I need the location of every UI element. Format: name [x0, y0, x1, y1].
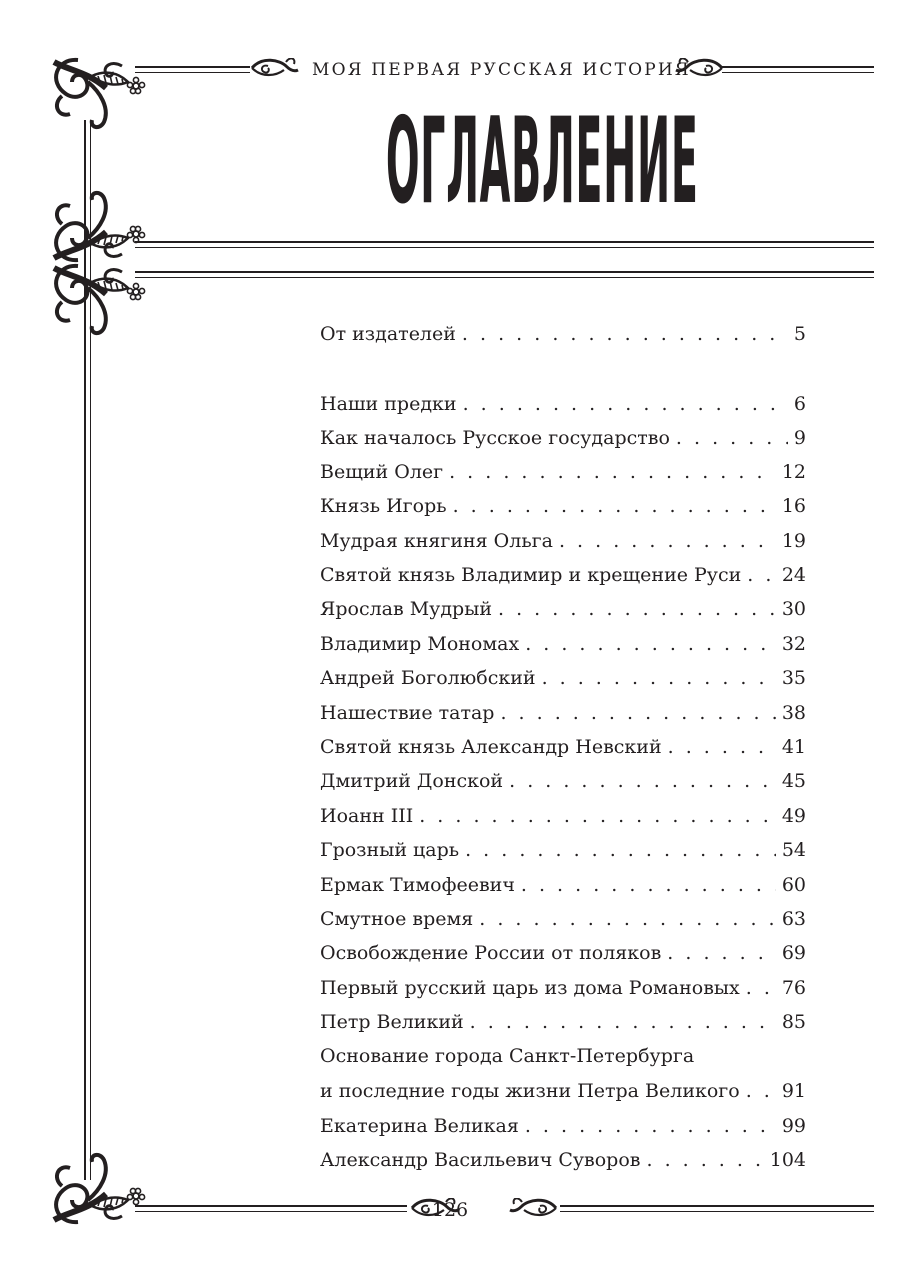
toc-entry	[320, 1004, 806, 1036]
toc-entry-page: 54	[781, 839, 806, 861]
toc-leader-dots	[676, 424, 788, 452]
toc-leader-dots	[498, 595, 776, 623]
toc-entry-page: 76	[781, 977, 806, 999]
toc-leader-dots	[419, 802, 776, 830]
frame-top-rule-right-upper	[722, 66, 874, 68]
toc-entry-page: 49	[781, 805, 806, 827]
toc-leader-dots	[463, 390, 788, 418]
toc-entry-page: 32	[781, 633, 806, 655]
toc-entry-page: 45	[781, 770, 806, 792]
toc-entry	[320, 557, 806, 589]
toc-leader-dots	[470, 1008, 776, 1036]
toc-leader-dots	[449, 458, 776, 486]
toc-entry-title: Иоанн III	[320, 805, 414, 827]
toc-entry-title: Смутное время	[320, 908, 474, 930]
toc-entry	[320, 798, 806, 830]
toc-entry-title: Дмитрий Донской	[320, 770, 504, 792]
corner-ornament-mid-lower-icon	[48, 258, 148, 338]
page-title	[290, 94, 699, 232]
toc-entry-title: Андрей Боголюбский	[320, 667, 536, 689]
toc-leader-dots	[525, 630, 776, 658]
toc-leader-dots	[453, 492, 776, 520]
toc-leader-dots	[525, 1112, 776, 1140]
toc-entry-page: 35	[781, 667, 806, 689]
toc-leader-dots	[746, 974, 776, 1002]
toc-entry	[320, 729, 806, 761]
toc-entry	[320, 454, 806, 486]
toc-entry	[320, 935, 806, 967]
running-header: МОЯ ПЕРВАЯ РУССКАЯ ИСТОРИЯ	[312, 60, 691, 80]
toc-entry-title: Петр Великий	[320, 1011, 464, 1033]
header-flourish-left-icon	[250, 58, 300, 78]
toc-entry-page: 16	[781, 495, 806, 517]
toc-entry-spb-line2	[320, 1073, 806, 1105]
toc-entry-title: и последние годы жизни Петра Великого	[320, 1080, 740, 1102]
toc-leader-dots	[542, 664, 776, 692]
corner-ornament-top-left-icon	[48, 52, 148, 132]
toc-entry-title: Грозный царь	[320, 839, 460, 861]
toc-leader-dots	[500, 699, 775, 727]
toc-entry-title: Как началось Русское государство	[320, 427, 670, 449]
toc-entry-page: 6	[793, 393, 806, 415]
toc-entry	[320, 970, 806, 1002]
toc-entry-spb-line1: Основание города Санкт-Петербурга	[320, 1045, 695, 1067]
toc-leader-dots	[746, 1077, 776, 1105]
corner-ornament-mid-upper-icon	[48, 188, 148, 268]
toc-entry-title: Екатерина Великая	[320, 1115, 519, 1137]
toc-leader-dots	[509, 767, 776, 795]
toc-entry-page: 60	[781, 874, 806, 896]
page-title-text: ОГЛАВЛЕНИЕ	[385, 94, 699, 232]
toc-entry	[320, 386, 806, 418]
toc-entry	[320, 1108, 806, 1140]
toc-entry-page: 30	[781, 598, 806, 620]
toc-entry-title: Святой князь Владимир и крещение Руси	[320, 564, 742, 586]
toc-entry-page: 85	[781, 1011, 806, 1033]
toc-entry-page: 91	[781, 1080, 806, 1102]
toc-leader-dots	[462, 320, 788, 348]
toc-entry-title: Освобождение России от поляков	[320, 942, 662, 964]
page-number: 126	[431, 1199, 469, 1221]
toc-entry-title: Александр Васильевич Суворов	[320, 1149, 641, 1171]
toc-leader-dots	[646, 1146, 763, 1174]
toc-entry-page: 104	[769, 1149, 806, 1171]
frame-bottom-rule-left-a	[135, 1205, 407, 1207]
toc-entry	[320, 867, 806, 899]
toc-entry	[320, 1142, 806, 1174]
toc-entry-page: 9	[793, 427, 806, 449]
toc-entry	[320, 523, 806, 555]
toc-entry-title: От издателей	[320, 323, 456, 345]
toc-leader-dots	[465, 836, 776, 864]
corner-ornament-bottom-left-icon	[48, 1150, 148, 1230]
toc-entry-title: Вещий Олег	[320, 461, 444, 483]
toc-entry-page: 19	[781, 530, 806, 552]
toc-entry-title: Князь Игорь	[320, 495, 447, 517]
toc-entry	[320, 763, 806, 795]
toc-entry	[320, 695, 806, 727]
toc-leader-dots	[668, 733, 776, 761]
toc-leader-dots	[479, 905, 776, 933]
frame-top-rule-lower	[135, 72, 250, 73]
toc-entry-page: 38	[781, 702, 806, 724]
toc-entry	[320, 660, 806, 692]
toc-entry-page: 24	[781, 564, 806, 586]
frame-bottom-rule-left-b	[135, 1211, 407, 1212]
toc-entry-title: Ярослав Мудрый	[320, 598, 493, 620]
toc-entry-title: Святой князь Александр Невский	[320, 736, 662, 758]
toc-entry	[320, 626, 806, 658]
toc-entry-page: 63	[781, 908, 806, 930]
frame-top-rule-upper	[135, 66, 250, 68]
frame-top-rule-right-lower	[722, 72, 874, 73]
toc-leader-dots	[747, 561, 776, 589]
toc-entry	[320, 901, 806, 933]
toc-entry-intro	[320, 316, 806, 348]
toc-entry-title: Нашествие татар	[320, 702, 495, 724]
toc-entry-page: 41	[781, 736, 806, 758]
toc-entry	[320, 420, 806, 452]
toc-entry-page: 69	[781, 942, 806, 964]
frame-bottom-rule-right-b	[560, 1211, 874, 1212]
toc-entry	[320, 488, 806, 520]
toc-entry-page: 99	[781, 1115, 806, 1137]
toc-leader-dots	[521, 871, 776, 899]
toc-leader-dots	[559, 527, 776, 555]
toc-entry-title: Мудрая княгиня Ольга	[320, 530, 553, 552]
toc-entry	[320, 591, 806, 623]
toc-entry-title: Ермак Тимофеевич	[320, 874, 515, 896]
toc-entry-title: Наши предки	[320, 393, 457, 415]
toc-entry-page: 12	[781, 461, 806, 483]
frame-bottom-rule-right-a	[560, 1205, 874, 1207]
toc-entry-title: Владимир Мономах	[320, 633, 520, 655]
toc-entry-page: 5	[793, 323, 806, 345]
toc-leader-dots	[667, 939, 776, 967]
toc-entry	[320, 832, 806, 864]
toc-entry-title: Первый русский царь из дома Романовых	[320, 977, 740, 999]
footer-flourish-right-icon	[508, 1198, 558, 1218]
